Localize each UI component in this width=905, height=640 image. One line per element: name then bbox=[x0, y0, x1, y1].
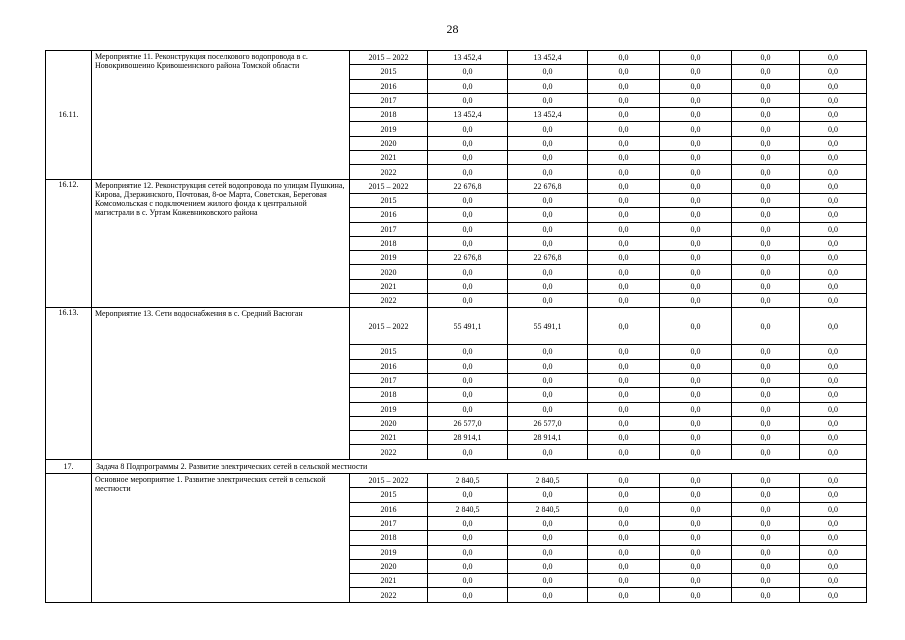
value-cell: 0,0 bbox=[800, 294, 867, 308]
value-cell: 0,0 bbox=[508, 93, 588, 107]
value-cell: 0,0 bbox=[508, 236, 588, 250]
value-cell: 0,0 bbox=[588, 488, 660, 502]
year-cell: 2015 – 2022 bbox=[350, 179, 428, 193]
value-cell: 0,0 bbox=[588, 222, 660, 236]
value-cell: 0,0 bbox=[660, 559, 732, 573]
value-cell: 0,0 bbox=[732, 136, 800, 150]
value-cell: 0,0 bbox=[508, 516, 588, 530]
value-cell: 0,0 bbox=[800, 222, 867, 236]
value-cell: 28 914,1 bbox=[508, 431, 588, 445]
value-cell: 0,0 bbox=[428, 359, 508, 373]
value-cell: 0,0 bbox=[732, 445, 800, 459]
value-cell: 0,0 bbox=[800, 445, 867, 459]
value-cell: 0,0 bbox=[800, 236, 867, 250]
year-cell: 2020 bbox=[350, 136, 428, 150]
value-cell: 0,0 bbox=[588, 502, 660, 516]
table-row bbox=[46, 474, 867, 488]
value-cell: 0,0 bbox=[732, 108, 800, 122]
value-cell: 0,0 bbox=[588, 308, 660, 345]
value-cell: 0,0 bbox=[428, 122, 508, 136]
value-cell: 0,0 bbox=[588, 93, 660, 107]
year-cell: 2015 – 2022 bbox=[350, 308, 428, 345]
table-row bbox=[46, 51, 867, 65]
value-cell: 0,0 bbox=[508, 151, 588, 165]
value-cell: 0,0 bbox=[800, 345, 867, 359]
year-cell: 2018 bbox=[350, 388, 428, 402]
value-cell: 0,0 bbox=[800, 179, 867, 193]
value-cell: 0,0 bbox=[660, 79, 732, 93]
value-cell: 0,0 bbox=[588, 136, 660, 150]
value-cell: 0,0 bbox=[800, 208, 867, 222]
value-cell: 0,0 bbox=[428, 136, 508, 150]
value-cell: 0,0 bbox=[428, 79, 508, 93]
value-cell: 22 676,8 bbox=[508, 251, 588, 265]
year-cell: 2015 – 2022 bbox=[350, 51, 428, 65]
value-cell: 0,0 bbox=[732, 388, 800, 402]
value-cell: 0,0 bbox=[660, 108, 732, 122]
year-cell: 2021 bbox=[350, 574, 428, 588]
value-cell: 55 491,1 bbox=[508, 308, 588, 345]
value-cell: 0,0 bbox=[588, 193, 660, 207]
value-cell: 0,0 bbox=[732, 516, 800, 530]
year-cell: 2019 bbox=[350, 251, 428, 265]
value-cell: 0,0 bbox=[660, 516, 732, 530]
year-cell: 2021 bbox=[350, 151, 428, 165]
value-cell: 0,0 bbox=[660, 373, 732, 387]
value-cell: 0,0 bbox=[660, 345, 732, 359]
value-cell: 0,0 bbox=[732, 402, 800, 416]
value-cell: 0,0 bbox=[800, 193, 867, 207]
value-cell: 0,0 bbox=[588, 574, 660, 588]
value-cell: 0,0 bbox=[800, 265, 867, 279]
measure-title: Мероприятие 12. Реконструкция сетей водопровода по улицам Пушкина, Кирова, Дзержинского, Почтовая, 8-ое Марта, Советская, Береговая Комсомольская с подключением жилого фонда к центральной магистрали в с. Уртам Кожевниковского района bbox=[92, 179, 350, 308]
value-cell: 0,0 bbox=[508, 359, 588, 373]
value-cell: 0,0 bbox=[732, 179, 800, 193]
value-cell: 0,0 bbox=[428, 388, 508, 402]
measure-title: Мероприятие 13. Сети водоснабжения в с. Средний Васюган bbox=[92, 308, 350, 459]
value-cell: 0,0 bbox=[800, 359, 867, 373]
value-cell: 13 452,4 bbox=[428, 108, 508, 122]
value-cell: 0,0 bbox=[588, 165, 660, 179]
budget-table bbox=[45, 50, 867, 603]
value-cell: 0,0 bbox=[660, 136, 732, 150]
value-cell: 0,0 bbox=[732, 474, 800, 488]
year-cell: 2018 bbox=[350, 236, 428, 250]
value-cell: 0,0 bbox=[660, 308, 732, 345]
section-index bbox=[46, 474, 92, 603]
value-cell: 0,0 bbox=[732, 545, 800, 559]
value-cell: 0,0 bbox=[800, 279, 867, 293]
year-cell: 2017 bbox=[350, 222, 428, 236]
year-cell: 2019 bbox=[350, 402, 428, 416]
value-cell: 0,0 bbox=[508, 488, 588, 502]
value-cell: 0,0 bbox=[660, 265, 732, 279]
value-cell: 0,0 bbox=[588, 51, 660, 65]
value-cell: 22 676,8 bbox=[428, 179, 508, 193]
value-cell: 0,0 bbox=[588, 79, 660, 93]
value-cell: 0,0 bbox=[732, 265, 800, 279]
value-cell: 0,0 bbox=[428, 516, 508, 530]
value-cell: 0,0 bbox=[660, 531, 732, 545]
value-cell: 0,0 bbox=[428, 531, 508, 545]
value-cell: 0,0 bbox=[800, 65, 867, 79]
year-cell: 2017 bbox=[350, 373, 428, 387]
page-number: 28 bbox=[446, 22, 459, 36]
value-cell: 0,0 bbox=[508, 193, 588, 207]
value-cell: 0,0 bbox=[800, 151, 867, 165]
value-cell: 0,0 bbox=[588, 279, 660, 293]
value-cell: 0,0 bbox=[732, 79, 800, 93]
value-cell: 0,0 bbox=[660, 236, 732, 250]
year-cell: 2016 bbox=[350, 502, 428, 516]
value-cell: 2 840,5 bbox=[428, 474, 508, 488]
value-cell: 0,0 bbox=[508, 545, 588, 559]
value-cell: 0,0 bbox=[588, 402, 660, 416]
value-cell: 0,0 bbox=[732, 531, 800, 545]
value-cell: 0,0 bbox=[428, 279, 508, 293]
value-cell: 0,0 bbox=[508, 588, 588, 602]
value-cell: 0,0 bbox=[732, 574, 800, 588]
value-cell: 28 914,1 bbox=[428, 431, 508, 445]
year-cell: 2018 bbox=[350, 108, 428, 122]
value-cell: 0,0 bbox=[588, 545, 660, 559]
value-cell: 0,0 bbox=[428, 345, 508, 359]
value-cell: 0,0 bbox=[508, 531, 588, 545]
value-cell: 0,0 bbox=[588, 416, 660, 430]
value-cell: 0,0 bbox=[588, 388, 660, 402]
value-cell: 0,0 bbox=[588, 588, 660, 602]
value-cell: 0,0 bbox=[588, 122, 660, 136]
value-cell: 0,0 bbox=[588, 431, 660, 445]
value-cell: 2 840,5 bbox=[508, 474, 588, 488]
value-cell: 0,0 bbox=[660, 65, 732, 79]
value-cell: 0,0 bbox=[732, 222, 800, 236]
value-cell: 0,0 bbox=[508, 222, 588, 236]
year-cell: 2015 bbox=[350, 65, 428, 79]
value-cell: 0,0 bbox=[732, 165, 800, 179]
year-cell: 2021 bbox=[350, 279, 428, 293]
value-cell: 0,0 bbox=[800, 559, 867, 573]
value-cell: 0,0 bbox=[732, 193, 800, 207]
year-cell: 2020 bbox=[350, 265, 428, 279]
value-cell: 0,0 bbox=[508, 345, 588, 359]
value-cell: 0,0 bbox=[428, 236, 508, 250]
value-cell: 0,0 bbox=[800, 79, 867, 93]
value-cell: 0,0 bbox=[588, 179, 660, 193]
value-cell: 0,0 bbox=[428, 165, 508, 179]
value-cell: 0,0 bbox=[428, 574, 508, 588]
value-cell: 0,0 bbox=[800, 388, 867, 402]
value-cell: 0,0 bbox=[428, 545, 508, 559]
value-cell: 0,0 bbox=[800, 93, 867, 107]
value-cell: 0,0 bbox=[660, 445, 732, 459]
year-cell: 2015 bbox=[350, 488, 428, 502]
value-cell: 0,0 bbox=[800, 136, 867, 150]
value-cell: 22 676,8 bbox=[508, 179, 588, 193]
value-cell: 0,0 bbox=[660, 165, 732, 179]
year-cell: 2015 – 2022 bbox=[350, 474, 428, 488]
value-cell: 0,0 bbox=[732, 151, 800, 165]
year-cell: 2015 bbox=[350, 193, 428, 207]
value-cell: 0,0 bbox=[428, 265, 508, 279]
value-cell: 0,0 bbox=[800, 531, 867, 545]
value-cell: 0,0 bbox=[800, 545, 867, 559]
measure-title: Мероприятие 11. Реконструкция поселкового водопровода в с. Новокривошеино Кривошеинского района Томской области bbox=[92, 51, 350, 180]
value-cell: 0,0 bbox=[800, 516, 867, 530]
value-cell: 0,0 bbox=[428, 222, 508, 236]
value-cell: 0,0 bbox=[660, 545, 732, 559]
value-cell: 0,0 bbox=[428, 488, 508, 502]
value-cell: 0,0 bbox=[800, 474, 867, 488]
value-cell: 0,0 bbox=[800, 488, 867, 502]
section-index: 16.13. bbox=[46, 308, 92, 459]
value-cell: 0,0 bbox=[800, 588, 867, 602]
value-cell: 0,0 bbox=[660, 193, 732, 207]
value-cell: 0,0 bbox=[660, 402, 732, 416]
value-cell: 0,0 bbox=[732, 373, 800, 387]
value-cell: 0,0 bbox=[508, 445, 588, 459]
value-cell: 0,0 bbox=[588, 208, 660, 222]
value-cell: 0,0 bbox=[588, 265, 660, 279]
value-cell: 0,0 bbox=[800, 108, 867, 122]
value-cell: 13 452,4 bbox=[508, 51, 588, 65]
value-cell: 0,0 bbox=[660, 122, 732, 136]
year-cell: 2019 bbox=[350, 122, 428, 136]
value-cell: 0,0 bbox=[508, 402, 588, 416]
task-row bbox=[46, 459, 867, 473]
value-cell: 0,0 bbox=[660, 93, 732, 107]
year-cell: 2021 bbox=[350, 431, 428, 445]
value-cell: 0,0 bbox=[428, 294, 508, 308]
value-cell: 0,0 bbox=[588, 559, 660, 573]
value-cell: 0,0 bbox=[588, 359, 660, 373]
value-cell: 0,0 bbox=[800, 51, 867, 65]
year-cell: 2019 bbox=[350, 545, 428, 559]
value-cell: 55 491,1 bbox=[428, 308, 508, 345]
value-cell: 0,0 bbox=[508, 65, 588, 79]
value-cell: 0,0 bbox=[508, 265, 588, 279]
value-cell: 0,0 bbox=[660, 416, 732, 430]
value-cell: 0,0 bbox=[732, 51, 800, 65]
year-cell: 2016 bbox=[350, 208, 428, 222]
value-cell: 0,0 bbox=[800, 308, 867, 345]
section-index: 16.12. bbox=[46, 179, 92, 308]
value-cell: 0,0 bbox=[732, 559, 800, 573]
measure-title: Основное мероприятие 1. Развитие электрических сетей в сельской местности bbox=[92, 474, 350, 603]
value-cell: 0,0 bbox=[588, 445, 660, 459]
value-cell: 0,0 bbox=[732, 308, 800, 345]
value-cell: 0,0 bbox=[428, 588, 508, 602]
year-cell: 2015 bbox=[350, 345, 428, 359]
value-cell: 0,0 bbox=[588, 516, 660, 530]
value-cell: 0,0 bbox=[428, 445, 508, 459]
value-cell: 0,0 bbox=[588, 151, 660, 165]
value-cell: 0,0 bbox=[800, 574, 867, 588]
task-title: Задача 8 Подпрограммы 2. Развитие электрических сетей в сельской местности bbox=[92, 459, 867, 473]
value-cell: 0,0 bbox=[660, 251, 732, 265]
year-cell: 2016 bbox=[350, 79, 428, 93]
value-cell: 0,0 bbox=[508, 373, 588, 387]
year-cell: 2022 bbox=[350, 165, 428, 179]
value-cell: 0,0 bbox=[508, 574, 588, 588]
value-cell: 0,0 bbox=[428, 93, 508, 107]
value-cell: 0,0 bbox=[660, 151, 732, 165]
year-cell: 2017 bbox=[350, 516, 428, 530]
value-cell: 0,0 bbox=[732, 236, 800, 250]
value-cell: 0,0 bbox=[800, 402, 867, 416]
value-cell: 0,0 bbox=[588, 531, 660, 545]
year-cell: 2020 bbox=[350, 416, 428, 430]
value-cell: 0,0 bbox=[732, 359, 800, 373]
section-index: 17. bbox=[46, 459, 92, 473]
value-cell: 0,0 bbox=[428, 373, 508, 387]
value-cell: 0,0 bbox=[800, 122, 867, 136]
value-cell: 0,0 bbox=[588, 65, 660, 79]
value-cell: 0,0 bbox=[508, 208, 588, 222]
value-cell: 0,0 bbox=[508, 559, 588, 573]
value-cell: 0,0 bbox=[800, 431, 867, 445]
value-cell: 0,0 bbox=[508, 122, 588, 136]
value-cell: 0,0 bbox=[588, 108, 660, 122]
value-cell: 0,0 bbox=[732, 416, 800, 430]
value-cell: 0,0 bbox=[660, 474, 732, 488]
value-cell: 0,0 bbox=[800, 165, 867, 179]
value-cell: 0,0 bbox=[732, 345, 800, 359]
value-cell: 0,0 bbox=[508, 294, 588, 308]
value-cell: 0,0 bbox=[428, 559, 508, 573]
value-cell: 0,0 bbox=[588, 236, 660, 250]
value-cell: 0,0 bbox=[660, 388, 732, 402]
value-cell: 0,0 bbox=[800, 416, 867, 430]
value-cell: 13 452,4 bbox=[428, 51, 508, 65]
value-cell: 0,0 bbox=[508, 165, 588, 179]
value-cell: 0,0 bbox=[660, 294, 732, 308]
value-cell: 22 676,8 bbox=[428, 251, 508, 265]
value-cell: 0,0 bbox=[732, 431, 800, 445]
value-cell: 0,0 bbox=[800, 373, 867, 387]
value-cell: 0,0 bbox=[428, 151, 508, 165]
value-cell: 0,0 bbox=[800, 251, 867, 265]
value-cell: 0,0 bbox=[508, 136, 588, 150]
value-cell: 0,0 bbox=[588, 345, 660, 359]
year-cell: 2022 bbox=[350, 445, 428, 459]
value-cell: 26 577,0 bbox=[428, 416, 508, 430]
value-cell: 0,0 bbox=[732, 93, 800, 107]
value-cell: 0,0 bbox=[508, 279, 588, 293]
value-cell: 0,0 bbox=[428, 402, 508, 416]
value-cell: 0,0 bbox=[732, 502, 800, 516]
value-cell: 0,0 bbox=[660, 279, 732, 293]
table-row bbox=[46, 179, 867, 193]
value-cell: 0,0 bbox=[660, 51, 732, 65]
value-cell: 0,0 bbox=[732, 294, 800, 308]
value-cell: 0,0 bbox=[660, 208, 732, 222]
value-cell: 0,0 bbox=[588, 251, 660, 265]
year-cell: 2020 bbox=[350, 559, 428, 573]
value-cell: 0,0 bbox=[732, 122, 800, 136]
value-cell: 0,0 bbox=[588, 474, 660, 488]
value-cell: 0,0 bbox=[732, 488, 800, 502]
value-cell: 2 840,5 bbox=[508, 502, 588, 516]
value-cell: 2 840,5 bbox=[428, 502, 508, 516]
value-cell: 26 577,0 bbox=[508, 416, 588, 430]
value-cell: 0,0 bbox=[660, 359, 732, 373]
value-cell: 0,0 bbox=[428, 65, 508, 79]
year-cell: 2017 bbox=[350, 93, 428, 107]
value-cell: 13 452,4 bbox=[508, 108, 588, 122]
value-cell: 0,0 bbox=[660, 502, 732, 516]
value-cell: 0,0 bbox=[660, 222, 732, 236]
value-cell: 0,0 bbox=[800, 502, 867, 516]
value-cell: 0,0 bbox=[508, 388, 588, 402]
value-cell: 0,0 bbox=[508, 79, 588, 93]
section-index: 16.11. bbox=[46, 51, 92, 180]
value-cell: 0,0 bbox=[588, 373, 660, 387]
year-cell: 2022 bbox=[350, 294, 428, 308]
value-cell: 0,0 bbox=[660, 588, 732, 602]
value-cell: 0,0 bbox=[428, 193, 508, 207]
year-cell: 2016 bbox=[350, 359, 428, 373]
value-cell: 0,0 bbox=[660, 431, 732, 445]
value-cell: 0,0 bbox=[732, 208, 800, 222]
year-cell: 2018 bbox=[350, 531, 428, 545]
value-cell: 0,0 bbox=[732, 279, 800, 293]
value-cell: 0,0 bbox=[660, 574, 732, 588]
value-cell: 0,0 bbox=[732, 65, 800, 79]
value-cell: 0,0 bbox=[732, 251, 800, 265]
table-row bbox=[46, 308, 867, 345]
value-cell: 0,0 bbox=[428, 208, 508, 222]
value-cell: 0,0 bbox=[588, 294, 660, 308]
value-cell: 0,0 bbox=[660, 488, 732, 502]
value-cell: 0,0 bbox=[732, 588, 800, 602]
value-cell: 0,0 bbox=[660, 179, 732, 193]
year-cell: 2022 bbox=[350, 588, 428, 602]
